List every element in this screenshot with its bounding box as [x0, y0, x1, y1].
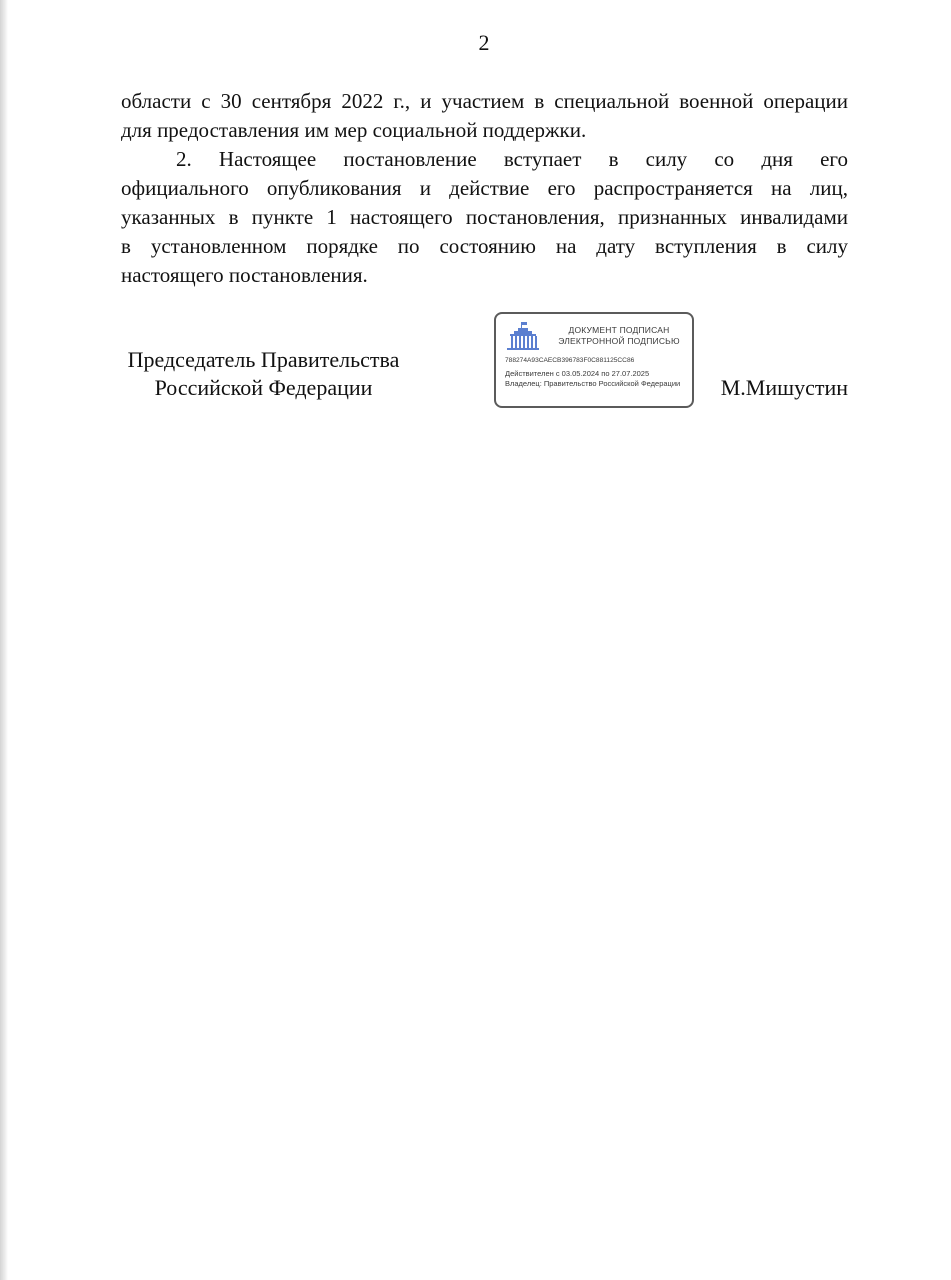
paragraph-line: для предоставления им мер социальной поддержки.: [121, 118, 587, 142]
electronic-signature-stamp: [494, 312, 694, 408]
paragraph-line: официального опубликования и действие его распространяется на лиц,: [121, 176, 848, 200]
body-text: [121, 87, 848, 290]
signer-position-line: Российской Федерации: [154, 375, 373, 400]
paragraph-line: области с 30 сентября 2022 г., и участием в специальной военной операции: [121, 89, 848, 113]
signer-position-line: Председатель Правительства: [127, 347, 400, 372]
stamp-title: ДОКУМЕНТ ПОДПИСАН ЭЛЕКТРОННОЙ ПОДПИСЬЮ: [558, 325, 680, 346]
stamp-validity: Действителен с 03.05.2024 по 27.07.2025: [505, 369, 650, 378]
paragraph-line: в установленном порядке по состоянию на дату вступления в силу: [121, 234, 848, 258]
paragraph-line: 2. Настоящее постановление вступает в силу со дня его: [176, 147, 848, 171]
page-shadow-edge: [0, 0, 8, 1280]
paragraph-line: настоящего постановления.: [121, 263, 368, 287]
stamp-certificate-number: 788274A93CAECB396783F0C881125CC86: [505, 357, 635, 364]
stamp-owner: Владелец: Правительство Российской Федерации: [505, 379, 681, 388]
signer-name: М.Мишустин: [720, 375, 848, 400]
government-building-icon: [504, 321, 542, 351]
page-number: 2: [478, 30, 490, 55]
signer-position: [110, 346, 417, 402]
paragraph-line: указанных в пункте 1 настоящего постановления, признанных инвалидами: [121, 205, 848, 229]
